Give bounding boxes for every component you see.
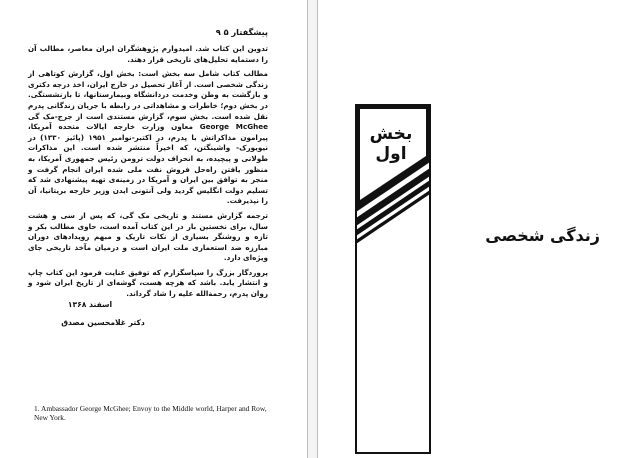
paragraph: مطالب کتاب شامل سه بخش است: بخش اول، گزارش کوتاهی از زندگی شخصی است. از آغاز تحصیل در خارج ایران، اخذ درجه دکتری و بازگشت به وطن وخدمت دردانشگاه وبیمارستانها، تا بازنشستگی. در بخش دوم؛ خاطرات و مشاهداتی در رابطه با جریان زندگانی پدرم نقل شده است. بخش سوم، گزارش مستندی است از جرج-مک گی George McGhee معاون وزارت خارجه ایالات متحده آمریکا، پیرامون مذاکراتش با پدرم، در اکتبر-نوامبر ۱۹۵۱ (پائیز ۱۳۳۰) در نیویورک- واشینگتن، که اخیراً منتشر شده است. این مذاکرات طولانی و پیچیده، به انحراف دولت ترومن رئیس جمهوری آمریکا، به منظور یافتن راه‌حل فروش نفت ملی شده ایران انجام گرفت و منجر به توافق بین ایران و آمریکا در زمینه‌ی تهیه پیشنهادی شد که تسلیم دولت انگلیس گردید ولی آنتونی ایدن وزیر خارجه بریتانیا، آن را نپذیرفت. [28, 69, 268, 206]
signature-name: دکتر غلامحسین مصدق [61, 318, 145, 327]
paragraph: پروردگار بزرگ را سپاسگزارم که توفیق عنایت فرمود این کتاب چاپ و انتشار یابد. باشد که هرچه هست، گوشه‌ای از تاریخ ایران شود و روان پدرم، رحمةالله علیه را شاد گرداند. [28, 267, 268, 299]
signature-date: اسفند ۱۳۶۸ [67, 300, 113, 309]
part-title: بخش اول [369, 124, 413, 164]
chapter-title: زندگی شخصی [485, 226, 600, 245]
page-header: پیشگفتار ۵ ۹ [215, 27, 268, 37]
body-text [28, 44, 268, 300]
left-page [0, 0, 307, 458]
footnote: 1. Ambassador George McGhee; Envoy to the Middle world, Harper and Row, New York. [34, 404, 267, 422]
paragraph: تدوین این کتاب شد. امیدوارم پژوهشگران ایران معاصر، مطالب آن را دستمایه تحلیل‌های تاریخی قرار دهند. [28, 44, 268, 64]
book-gutter [307, 0, 318, 458]
paragraph: ترجمه گزارش مستند و تاریخی مک گی، که پس از سی و هشت سال، برای نخستین بار در این کتاب آمده است، حاوی مطالب بکر و تازه و روشنگر بسیاری از نکات تاریک و مبهم رویدادهای دوران مبارزه ضد استعماری ملت ایران است و درمیان مآخذ تاریخی جای ویژه‌ای دارد. [28, 210, 268, 263]
